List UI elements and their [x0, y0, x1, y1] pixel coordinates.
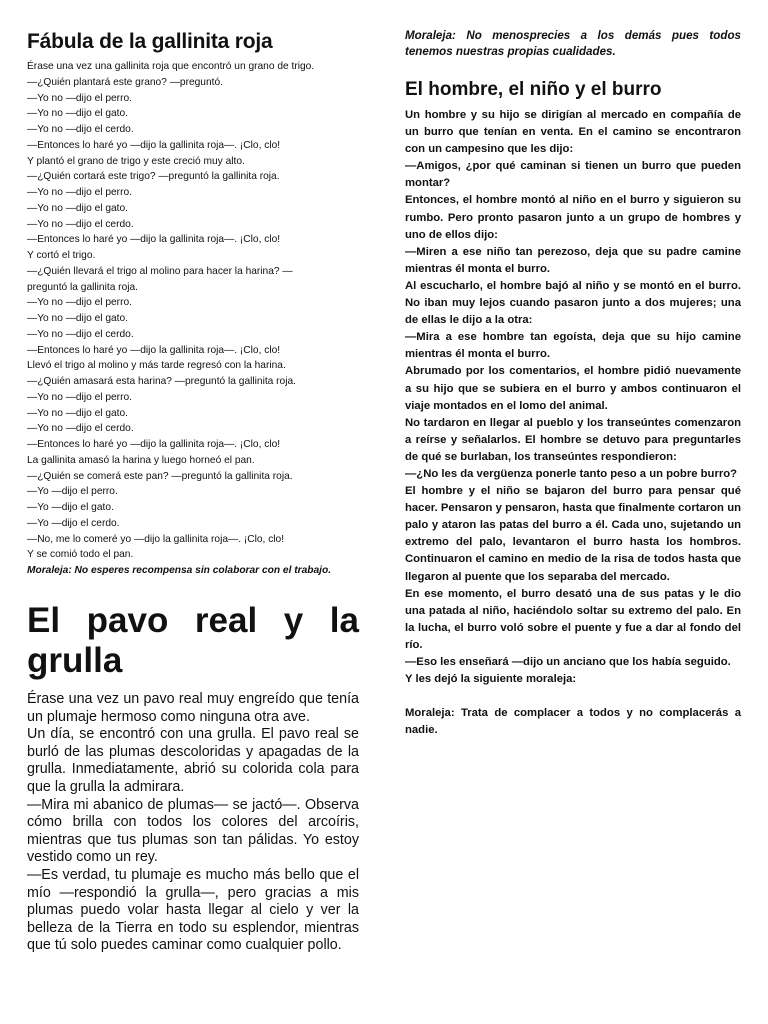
- text-line: —¿Quién cortará este trigo? —preguntó la gallinita roja.: [27, 171, 280, 183]
- text-line: —Entonces lo haré yo —dijo la gallinita roja—. ¡Clo, clo!: [27, 139, 281, 151]
- text-line: Y se comió todo el pan.: [27, 549, 134, 561]
- text-line: —Yo no —dijo el gato.: [27, 108, 128, 120]
- paragraph: —Mira a ese hombre tan egoísta, deja que su hijo camine mientras él monta el burro.: [405, 331, 741, 361]
- text-line: —Entonces lo haré yo —dijo la gallinita roja—. ¡Clo, clo!: [27, 439, 281, 450]
- text-line: —¿Quién amasará esta harina? —preguntó la gallinita roja.: [27, 376, 296, 387]
- fable1-text: [27, 59, 359, 563]
- text-line: —No, me lo comeré yo —dijo la gallinita roja—. ¡Clo, clo!: [27, 533, 285, 545]
- text-line: Y cortó el trigo.: [27, 250, 96, 261]
- text-line: —Yo no —dijo el perro.: [27, 297, 132, 309]
- text-line: —Yo no —dijo el cerdo.: [27, 423, 134, 435]
- paragraph: —Miren a ese niño tan perezoso, deja que su padre camine mientras él monta el burro.: [405, 245, 741, 275]
- fable2-moral: Moraleja: No menosprecies a los demás pues todos tenemos nuestras propias cualidades.: [405, 29, 741, 58]
- text-line: Érase una vez una gallinita roja que encontró un grano de trigo.: [27, 61, 315, 72]
- text-line: —¿Quién se comerá este pan? —preguntó la gallinita roja.: [27, 470, 293, 482]
- paragraph: —Es verdad, tu plumaje es mucho más bello que el mío —respondió la grulla—, pero gracias a mis plumas puedo volar hasta llegar al cielo y ver la belleza de la Tierra en todo su esplendor, mientras que tú solo puedes caminar como cualquier pollo.: [27, 866, 359, 954]
- paragraph: Entonces, el hombre montó al niño en el burro y siguieron su rumbo. Pero pronto pasaron junto a un grupo de hombres y uno de ellos dijo:: [405, 194, 741, 241]
- text-line: La gallinita amasó la harina y luego horneó el pan.: [27, 454, 255, 466]
- paragraph: Y les dejó la siguiente moraleja:: [405, 673, 577, 686]
- text-line: —Yo —dijo el perro.: [27, 486, 118, 498]
- text-line: —¿Quién llevará el trigo al molino para hacer la harina? —: [27, 265, 293, 277]
- paragraph: —Mira mi abanico de plumas— se jactó—. Observa cómo brilla con todos los colores del arcoíris, mientras que tus plumas son tan pálidas. Yo estoy vestido como un rey.: [27, 796, 359, 866]
- text-line: —Yo no —dijo el gato.: [27, 202, 128, 214]
- paragraph: —Amigos, ¿por qué caminan si tienen un burro que pueden montar?: [405, 160, 741, 190]
- text-line: —Yo —dijo el gato.: [27, 502, 114, 513]
- paragraph: Abrumado por los comentarios, el hombre pidió nuevamente a su hijo que se subiera en el burro y ambos continuaron el viaje montados en el lomo del animal.: [405, 365, 741, 412]
- text-line: —Yo no —dijo el cerdo.: [27, 124, 134, 135]
- paragraph: Un hombre y su hijo se dirigían al mercado en compañía de un burro que tenían en venta. En el camino se encontraron con un campesino que les dijo:: [405, 109, 741, 156]
- paragraph: Érase una vez un pavo real muy engreído que tenía un plumaje hermoso como ninguna otra ave.: [27, 691, 359, 725]
- fable3-title: El hombre, el niño y el burro: [405, 79, 662, 100]
- text-line: —Yo no —dijo el cerdo.: [27, 328, 134, 340]
- fable3-moral: Moraleja: Trata de complacer a todos y no complacerás a nadie.: [405, 707, 741, 737]
- text-line: —Yo no —dijo el perro.: [27, 92, 132, 104]
- text-line: —¿Quién plantará este grano? —preguntó.: [27, 76, 223, 88]
- fable1-title: Fábula de la gallinita roja: [27, 30, 273, 53]
- text-line: Y plantó el grano de trigo y este creció muy alto.: [27, 155, 245, 167]
- paragraph: —¿No les da vergüenza ponerle tanto peso a un pobre burro?: [405, 467, 738, 480]
- text-line: Llevó el trigo al molino y más tarde regresó con la harina.: [27, 360, 286, 372]
- paragraph: En ese momento, el burro desató una de sus patas y le dio una patada al niño, haciéndolo soltar su extremo del palo. En la lucha, el burro voló sobre el puente y fue a dar al fondo del río.: [405, 587, 741, 651]
- paragraph: Al escucharlo, el hombre bajó al niño y se montó en el burro. No iban muy lejos cuando pasaron junto a dos mujeres; una de ellas le dijo a la otra:: [405, 279, 741, 327]
- text-line: —Yo no —dijo el gato.: [27, 407, 128, 419]
- paragraph: —Eso les enseñará —dijo un anciano que los había seguido.: [405, 656, 731, 668]
- fable2-text: [27, 691, 359, 955]
- paragraph: No tardaron en llegar al pueblo y los transeúntes comenzaron a reírse y señalarlos. El hombre se detuvo para preguntarles de qué se burlaban, los transeúntes respondieron:: [405, 416, 741, 463]
- text-line: —Yo no —dijo el cerdo.: [27, 218, 134, 230]
- text-line: —Yo —dijo el cerdo.: [27, 517, 120, 529]
- text-line: —Entonces lo haré yo —dijo la gallinita roja—. ¡Clo, clo!: [27, 234, 281, 246]
- paragraph: El hombre y el niño se bajaron del burro para pensar qué hacer. Pensaron y pensaron, hasta que finalmente cortaron un palo y ataron las patas del burro a él. Cada uno, sujetando un extremo del palo, levantaron el burro hasta los hombros. Continuaron el camino en medio de la risa de todos hasta que llegaron al puente que los separaba del mercado.: [405, 485, 741, 583]
- text-line: —Entonces lo haré yo —dijo la gallinita roja—. ¡Clo, clo!: [27, 344, 281, 356]
- left-column: [27, 28, 359, 955]
- fable1-moral: Moraleja: No esperes recompensa sin colaborar con el trabajo.: [27, 565, 332, 576]
- text-line: —Yo no —dijo el perro.: [27, 187, 132, 198]
- paragraph: Un día, se encontró con una grulla. El pavo real se burló de las plumas descoloridas y apagadas de la grulla. Inmediatamente, abrió su colorida cola para que la grulla la admirara.: [27, 726, 359, 795]
- right-column: [405, 28, 741, 739]
- text-line: —Yo no —dijo el gato.: [27, 313, 128, 324]
- fable2-title: El pavo real y la grulla: [27, 601, 359, 680]
- text-line: preguntó la gallinita roja.: [27, 281, 139, 293]
- fable3-text: [405, 107, 741, 688]
- text-line: —Yo no —dijo el perro.: [27, 391, 132, 403]
